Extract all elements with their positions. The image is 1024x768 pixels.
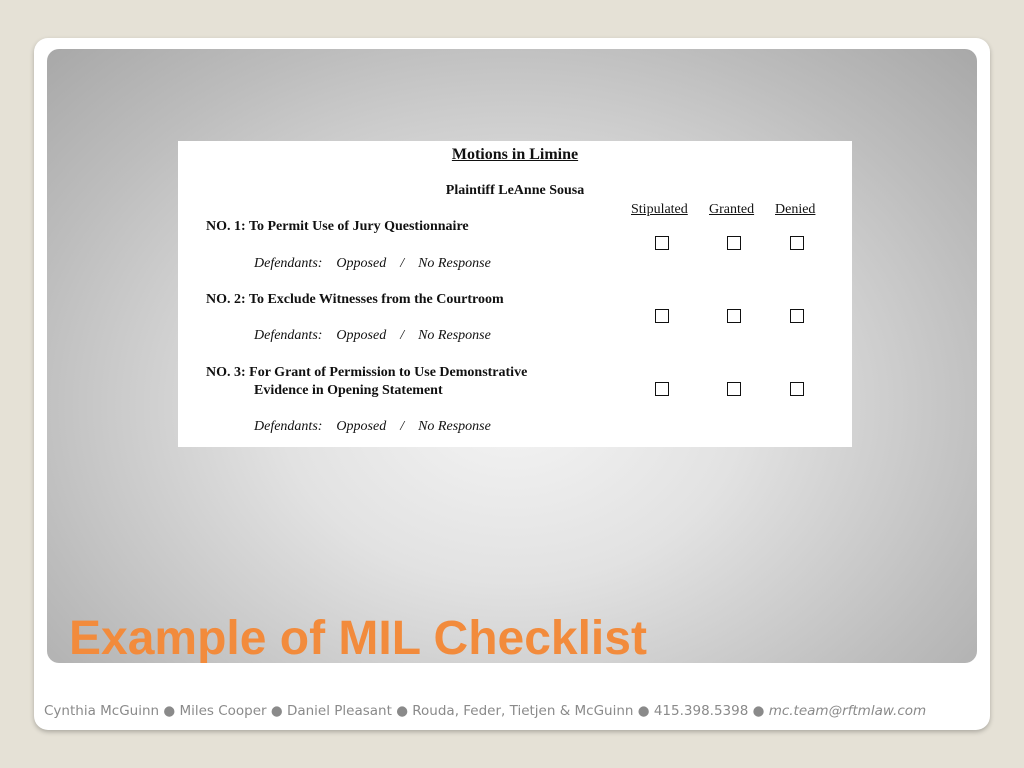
- document-subtitle: Plaintiff LeAnne Sousa: [445, 183, 585, 198]
- motion-1-label: NO. 1: To Permit Use of Jury Questionnaire: [206, 219, 469, 234]
- slide-footer: [44, 703, 926, 719]
- motion-2-granted-checkbox[interactable]: [727, 309, 741, 323]
- mil-checklist-document: [178, 141, 852, 447]
- motion-3-granted-checkbox[interactable]: [727, 382, 741, 396]
- motion-1-granted-checkbox[interactable]: [727, 236, 741, 250]
- motion-2-stipulated-checkbox[interactable]: [655, 309, 669, 323]
- motion-1-denied-checkbox[interactable]: [790, 236, 804, 250]
- motion-3-denied-checkbox[interactable]: [790, 382, 804, 396]
- motion-3-label: NO. 3: For Grant of Permission to Use Demonstrative: [206, 365, 528, 380]
- motion-3-stipulated-checkbox[interactable]: [655, 382, 669, 396]
- column-header-stipulated: Stipulated: [631, 202, 688, 217]
- footer-contacts: Cynthia McGuinn ● Miles Cooper ● Daniel Pleasant ● Rouda, Feder, Tietjen & McGuinn ● 415.398.5398 ●: [44, 703, 769, 719]
- slide-stage: [47, 49, 977, 663]
- motion-2-defendants: Defendants: Opposed / No Response: [254, 328, 491, 343]
- column-header-denied: Denied: [775, 202, 816, 217]
- footer-email-link[interactable]: mc.team@rftmlaw.com: [768, 703, 927, 719]
- motion-1-defendants: Defendants: Opposed / No Response: [254, 256, 491, 271]
- motion-3-label-continuation: Evidence in Opening Statement: [254, 383, 443, 398]
- slide-title: Example of MIL Checklist: [69, 612, 647, 663]
- document-title: Motions in Limine: [451, 146, 579, 163]
- slide-card: [34, 38, 990, 730]
- motion-1-stipulated-checkbox[interactable]: [655, 236, 669, 250]
- column-header-granted: Granted: [709, 202, 755, 217]
- motion-2-denied-checkbox[interactable]: [790, 309, 804, 323]
- motion-3-defendants: Defendants: Opposed / No Response: [254, 419, 491, 434]
- motion-2-label: NO. 2: To Exclude Witnesses from the Courtroom: [206, 292, 504, 307]
